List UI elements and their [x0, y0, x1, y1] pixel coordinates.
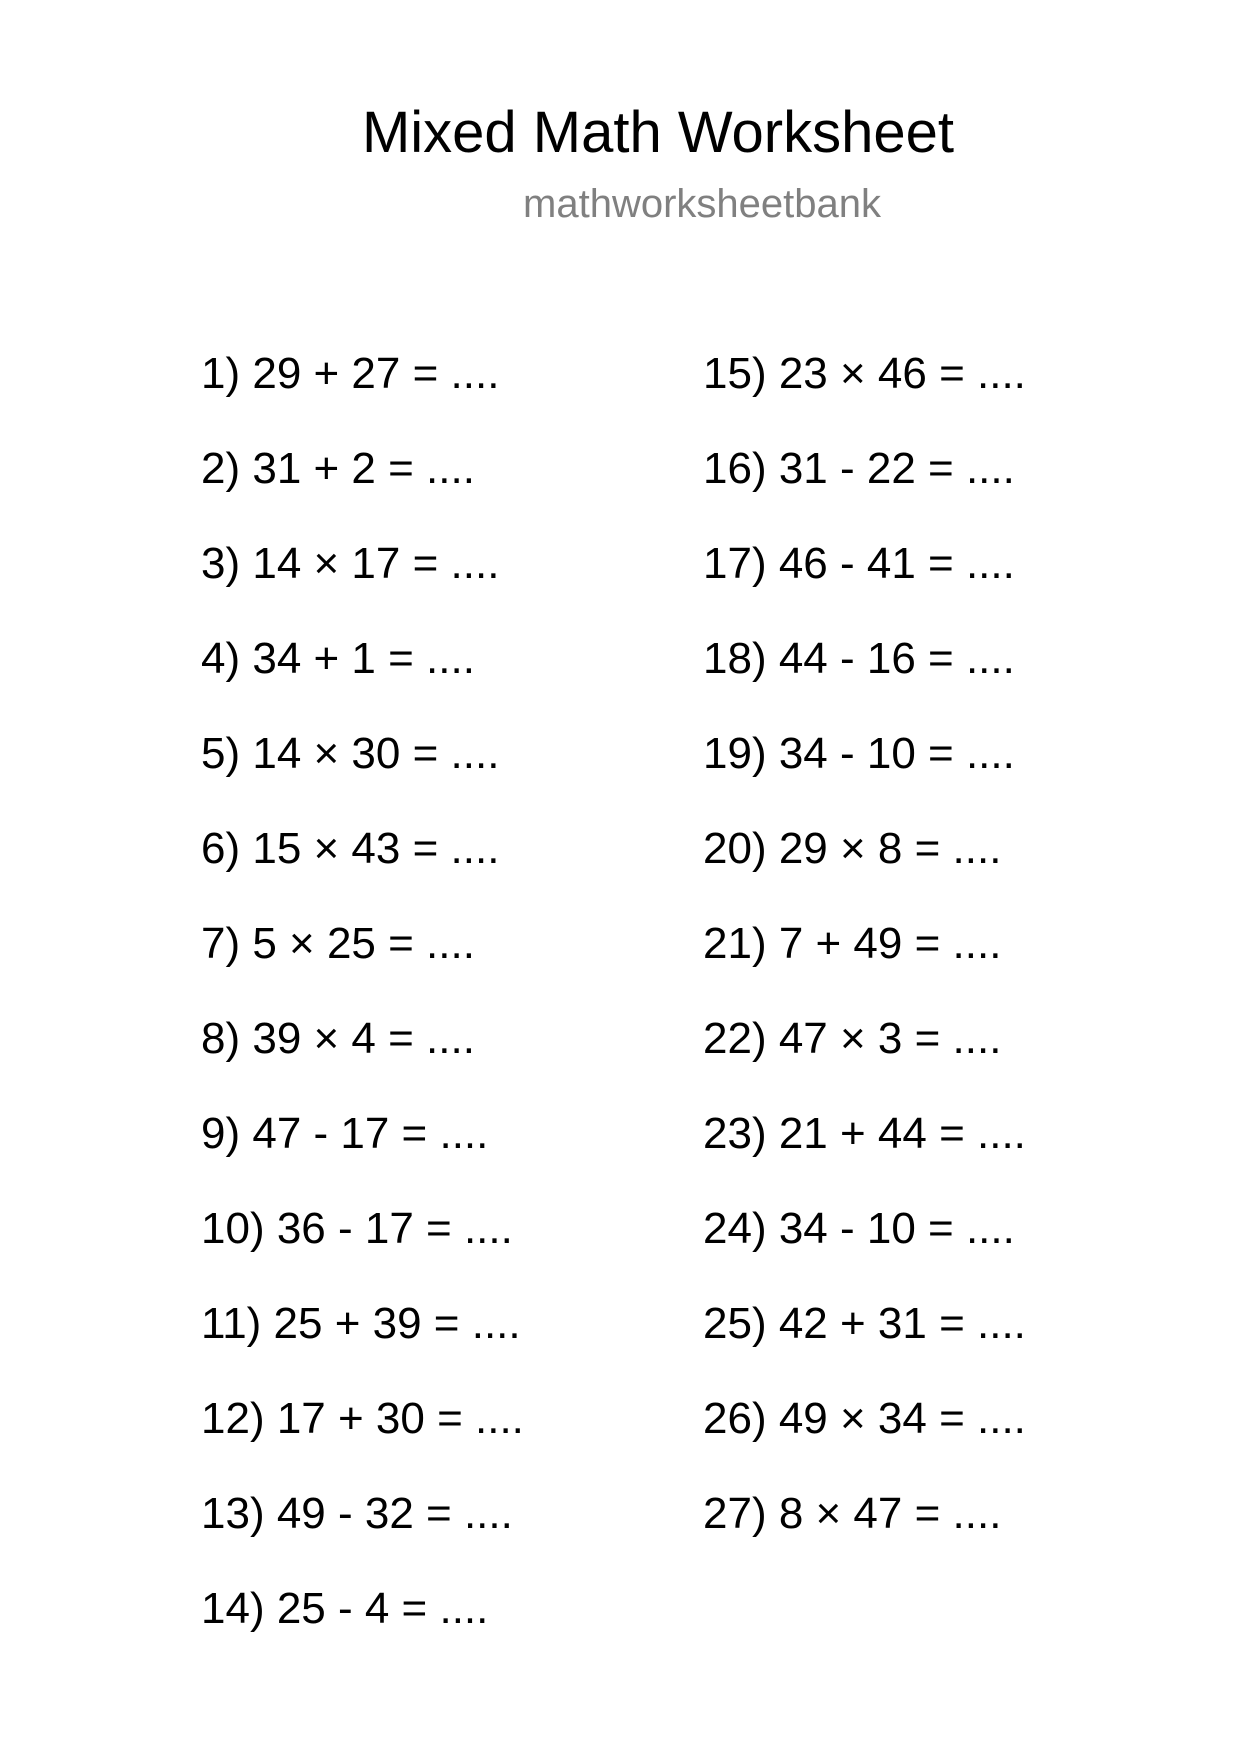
problem-item: 15) 23 × 46 = ....: [703, 349, 1026, 398]
problem-item: 9) 47 - 17 = ....: [201, 1109, 489, 1158]
problem-item: 1) 29 + 27 = ....: [201, 349, 500, 398]
problem-column-right: [703, 346, 1026, 1581]
problem-item: 25) 42 + 31 = ....: [703, 1299, 1026, 1348]
problem-item: 2) 31 + 2 = ....: [201, 444, 475, 493]
problem-item: 4) 34 + 1 = ....: [201, 634, 475, 683]
problem-item: 6) 15 × 43 = ....: [201, 824, 500, 873]
problem-item: 18) 44 - 16 = ....: [703, 634, 1015, 683]
problem-item: 24) 34 - 10 = ....: [703, 1204, 1015, 1253]
problem-item: 7) 5 × 25 = ....: [201, 919, 475, 968]
problem-item: 12) 17 + 30 = ....: [201, 1394, 524, 1443]
problem-item: 27) 8 × 47 = ....: [703, 1489, 1002, 1538]
problem-item: 21) 7 + 49 = ....: [703, 919, 1002, 968]
problem-item: 22) 47 × 3 = ....: [703, 1014, 1002, 1063]
problem-item: 16) 31 - 22 = ....: [703, 444, 1015, 493]
problem-item: 8) 39 × 4 = ....: [201, 1014, 475, 1063]
worksheet-title: Mixed Math Worksheet: [361, 100, 955, 165]
problem-item: 20) 29 × 8 = ....: [703, 824, 1002, 873]
problem-item: 26) 49 × 34 = ....: [703, 1394, 1026, 1443]
problem-item: 11) 25 + 39 = ....: [201, 1299, 521, 1348]
problem-item: 17) 46 - 41 = ....: [703, 539, 1015, 588]
problem-item: 19) 34 - 10 = ....: [703, 729, 1015, 778]
problem-item: 10) 36 - 17 = ....: [201, 1204, 513, 1253]
problem-column-left: [201, 346, 524, 1676]
problem-item: 13) 49 - 32 = ....: [201, 1489, 513, 1538]
problem-item: 14) 25 - 4 = ....: [201, 1584, 489, 1633]
problem-item: 5) 14 × 30 = ....: [201, 729, 500, 778]
problem-item: 23) 21 + 44 = ....: [703, 1109, 1026, 1158]
problem-item: 3) 14 × 17 = ....: [201, 539, 500, 588]
worksheet-subtitle: mathworksheetbank: [523, 182, 881, 226]
